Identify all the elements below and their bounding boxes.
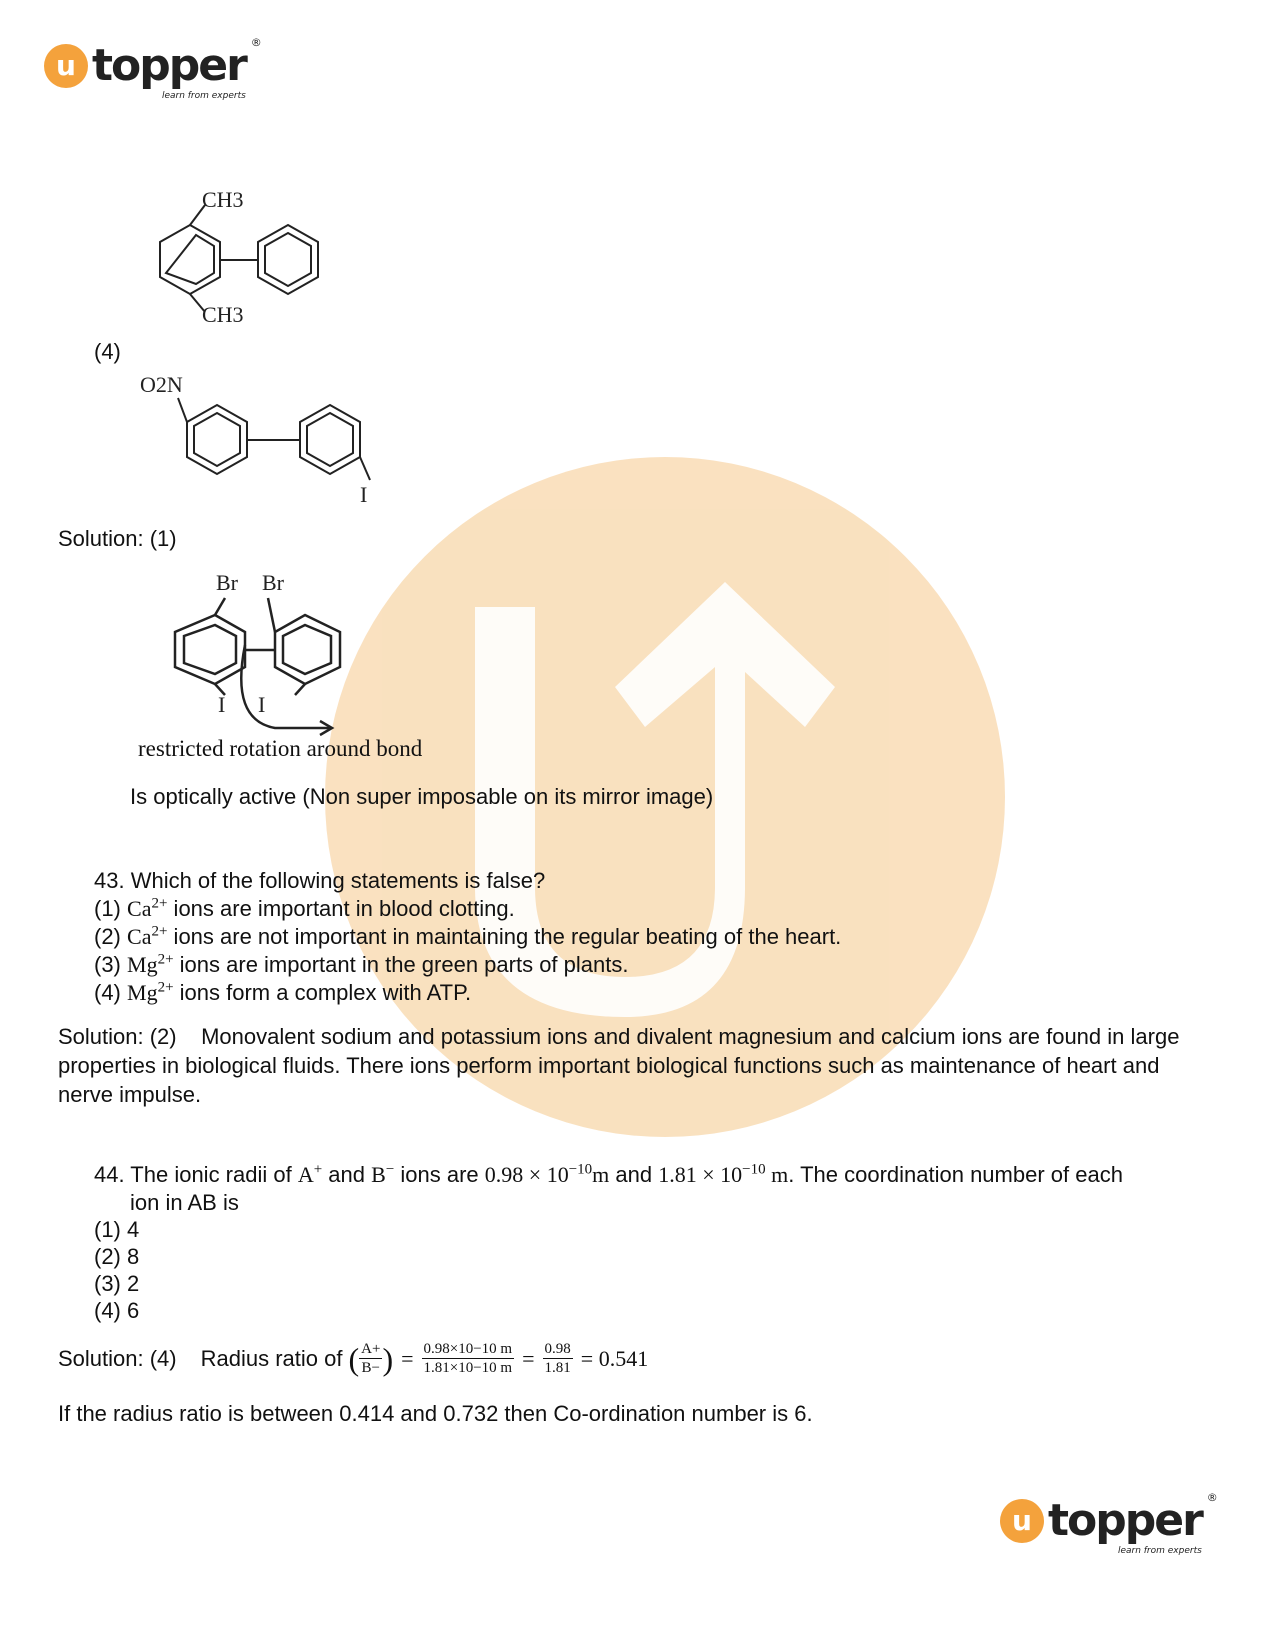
option-num: (4) [94, 980, 121, 1005]
q44-solution: Solution: (4) Radius ratio of ( $\frac{A+}{B-}$ ) = $\frac{0.98\times 10-10 m}{1.81\times 10-10 m}$ = $\frac{0.98}{1.81}$ = 0.541 [58, 1340, 649, 1377]
q44-conclusion: If the radius ratio is between 0.414 and 0.732 then Co-ordination number is 6. [58, 1401, 813, 1426]
molecule-dibromo-diiodo-biphenyl [130, 570, 390, 760]
option-text: ions are not important in maintaining the regular beating of the heart. [167, 924, 842, 949]
q43-option-4 [94, 979, 471, 1007]
q44-and: and [322, 1162, 372, 1187]
brand-name: topper [92, 40, 246, 91]
q44-prefix: 44. The ionic radii of [94, 1162, 298, 1187]
q44-option-2: (2) 8 [94, 1244, 140, 1269]
option-text: ions are important in the green parts of plants. [173, 952, 629, 977]
q44-end: . The coordination number of each [788, 1162, 1123, 1187]
footer-brand-name: topper [1048, 1495, 1202, 1546]
ion: Mg [127, 952, 158, 977]
q43-solution-label: Solution: (2) [58, 1024, 177, 1049]
ion: Ca [127, 924, 152, 949]
ion-b-charge: − [385, 1161, 395, 1178]
ch3-top-label: CH3 [202, 187, 244, 212]
option-num: (3) [94, 952, 121, 977]
radius-a-exp: −10 [568, 1161, 593, 1178]
i2-label: I [258, 692, 266, 717]
q44-solution-label: Solution: (4) [58, 1345, 177, 1371]
fraction-radii: $\frac{0.98\times 10-10 m}{1.81\times 10-10 m}$ [423, 1341, 513, 1376]
q43-option-3 [94, 951, 628, 979]
molecule-nitro-iodo-biphenyl [130, 370, 390, 510]
q44-option-3: (3) 2 [94, 1271, 140, 1296]
option-num: (2) [94, 924, 121, 949]
footer-brand-name-wrap [1048, 1491, 1216, 1556]
footer-brand-tagline: learn from experts [1117, 1546, 1202, 1556]
rotation-caption: restricted rotation around bond [138, 736, 423, 761]
charge: 2+ [157, 951, 174, 968]
brand-mark-icon: u [44, 44, 88, 88]
ratio-result: = 0.541 [580, 1345, 649, 1371]
q44-option-4: (4) 6 [94, 1298, 140, 1323]
q43-solution [58, 1022, 1188, 1109]
radius-b-unit: m [765, 1162, 789, 1187]
optical-activity-note: Is optically active (Non super imposable on its mirror image) [130, 784, 714, 809]
option-4-label: (4) [94, 339, 121, 364]
q43-solution-text: Monovalent sodium and potassium ions and divalent magnesium and calcium ions are found in large properties in biological fluids. There ions perform important biological functions such as maintenance of heart and nerve impulse. [58, 1024, 1180, 1107]
footer-brand-mark-icon: u [1000, 1499, 1044, 1543]
q44-option-1: (1) 4 [94, 1217, 140, 1242]
radius-b-value: 1.81 × 10 [658, 1162, 743, 1187]
fraction-values: $\frac{0.98}{1.81}$ [544, 1341, 571, 1376]
brand-logo [44, 36, 260, 101]
molecule-dimethylbiphenyl [120, 180, 380, 340]
q43-question: 43. Which of the following statements is false? [94, 868, 546, 893]
ion-a: A [297, 1162, 314, 1187]
brand-reg: ® [250, 36, 260, 49]
charge: 2+ [157, 979, 174, 996]
q44-question [94, 1161, 1123, 1189]
footer-brand-logo [1000, 1491, 1216, 1556]
q43-option-1 [94, 895, 515, 923]
charge: 2+ [151, 923, 168, 940]
option-num: (1) [94, 896, 121, 921]
brand-name-wrap [92, 36, 260, 101]
q44-mid: ions are [394, 1162, 485, 1187]
charge: 2+ [151, 895, 168, 912]
brand-tagline: learn from experts [161, 91, 246, 101]
br2-label: Br [262, 570, 284, 595]
option-text: ions form a complex with ATP. [173, 980, 472, 1005]
radius-ratio-text: Radius ratio of [200, 1345, 343, 1371]
ch3-bottom-label: CH3 [202, 302, 244, 327]
fraction-ab: $\frac{A+}{B-}$ [361, 1341, 381, 1376]
q44-question-line2: ion in AB is [130, 1190, 239, 1215]
br1-label: Br [216, 570, 238, 595]
footer-brand-reg: ® [1206, 1491, 1216, 1504]
radius-a-unit: m [592, 1162, 610, 1187]
q42-solution: Solution: (1) [58, 526, 177, 551]
ion: Mg [127, 980, 158, 1005]
q44-and-2: and [609, 1162, 659, 1187]
option-text: ions are important in blood clotting. [167, 896, 515, 921]
ion: Ca [127, 896, 152, 921]
ion-a-charge: + [313, 1161, 323, 1178]
radius-a-value: 0.98 × 10 [484, 1162, 569, 1187]
radius-b-exp: −10 [742, 1161, 766, 1178]
ion-b: B [371, 1162, 386, 1187]
q43-option-2 [94, 923, 841, 951]
i1-label: I [218, 692, 226, 717]
iodine-label: I [360, 482, 368, 507]
o2n-label: O2N [140, 372, 183, 397]
